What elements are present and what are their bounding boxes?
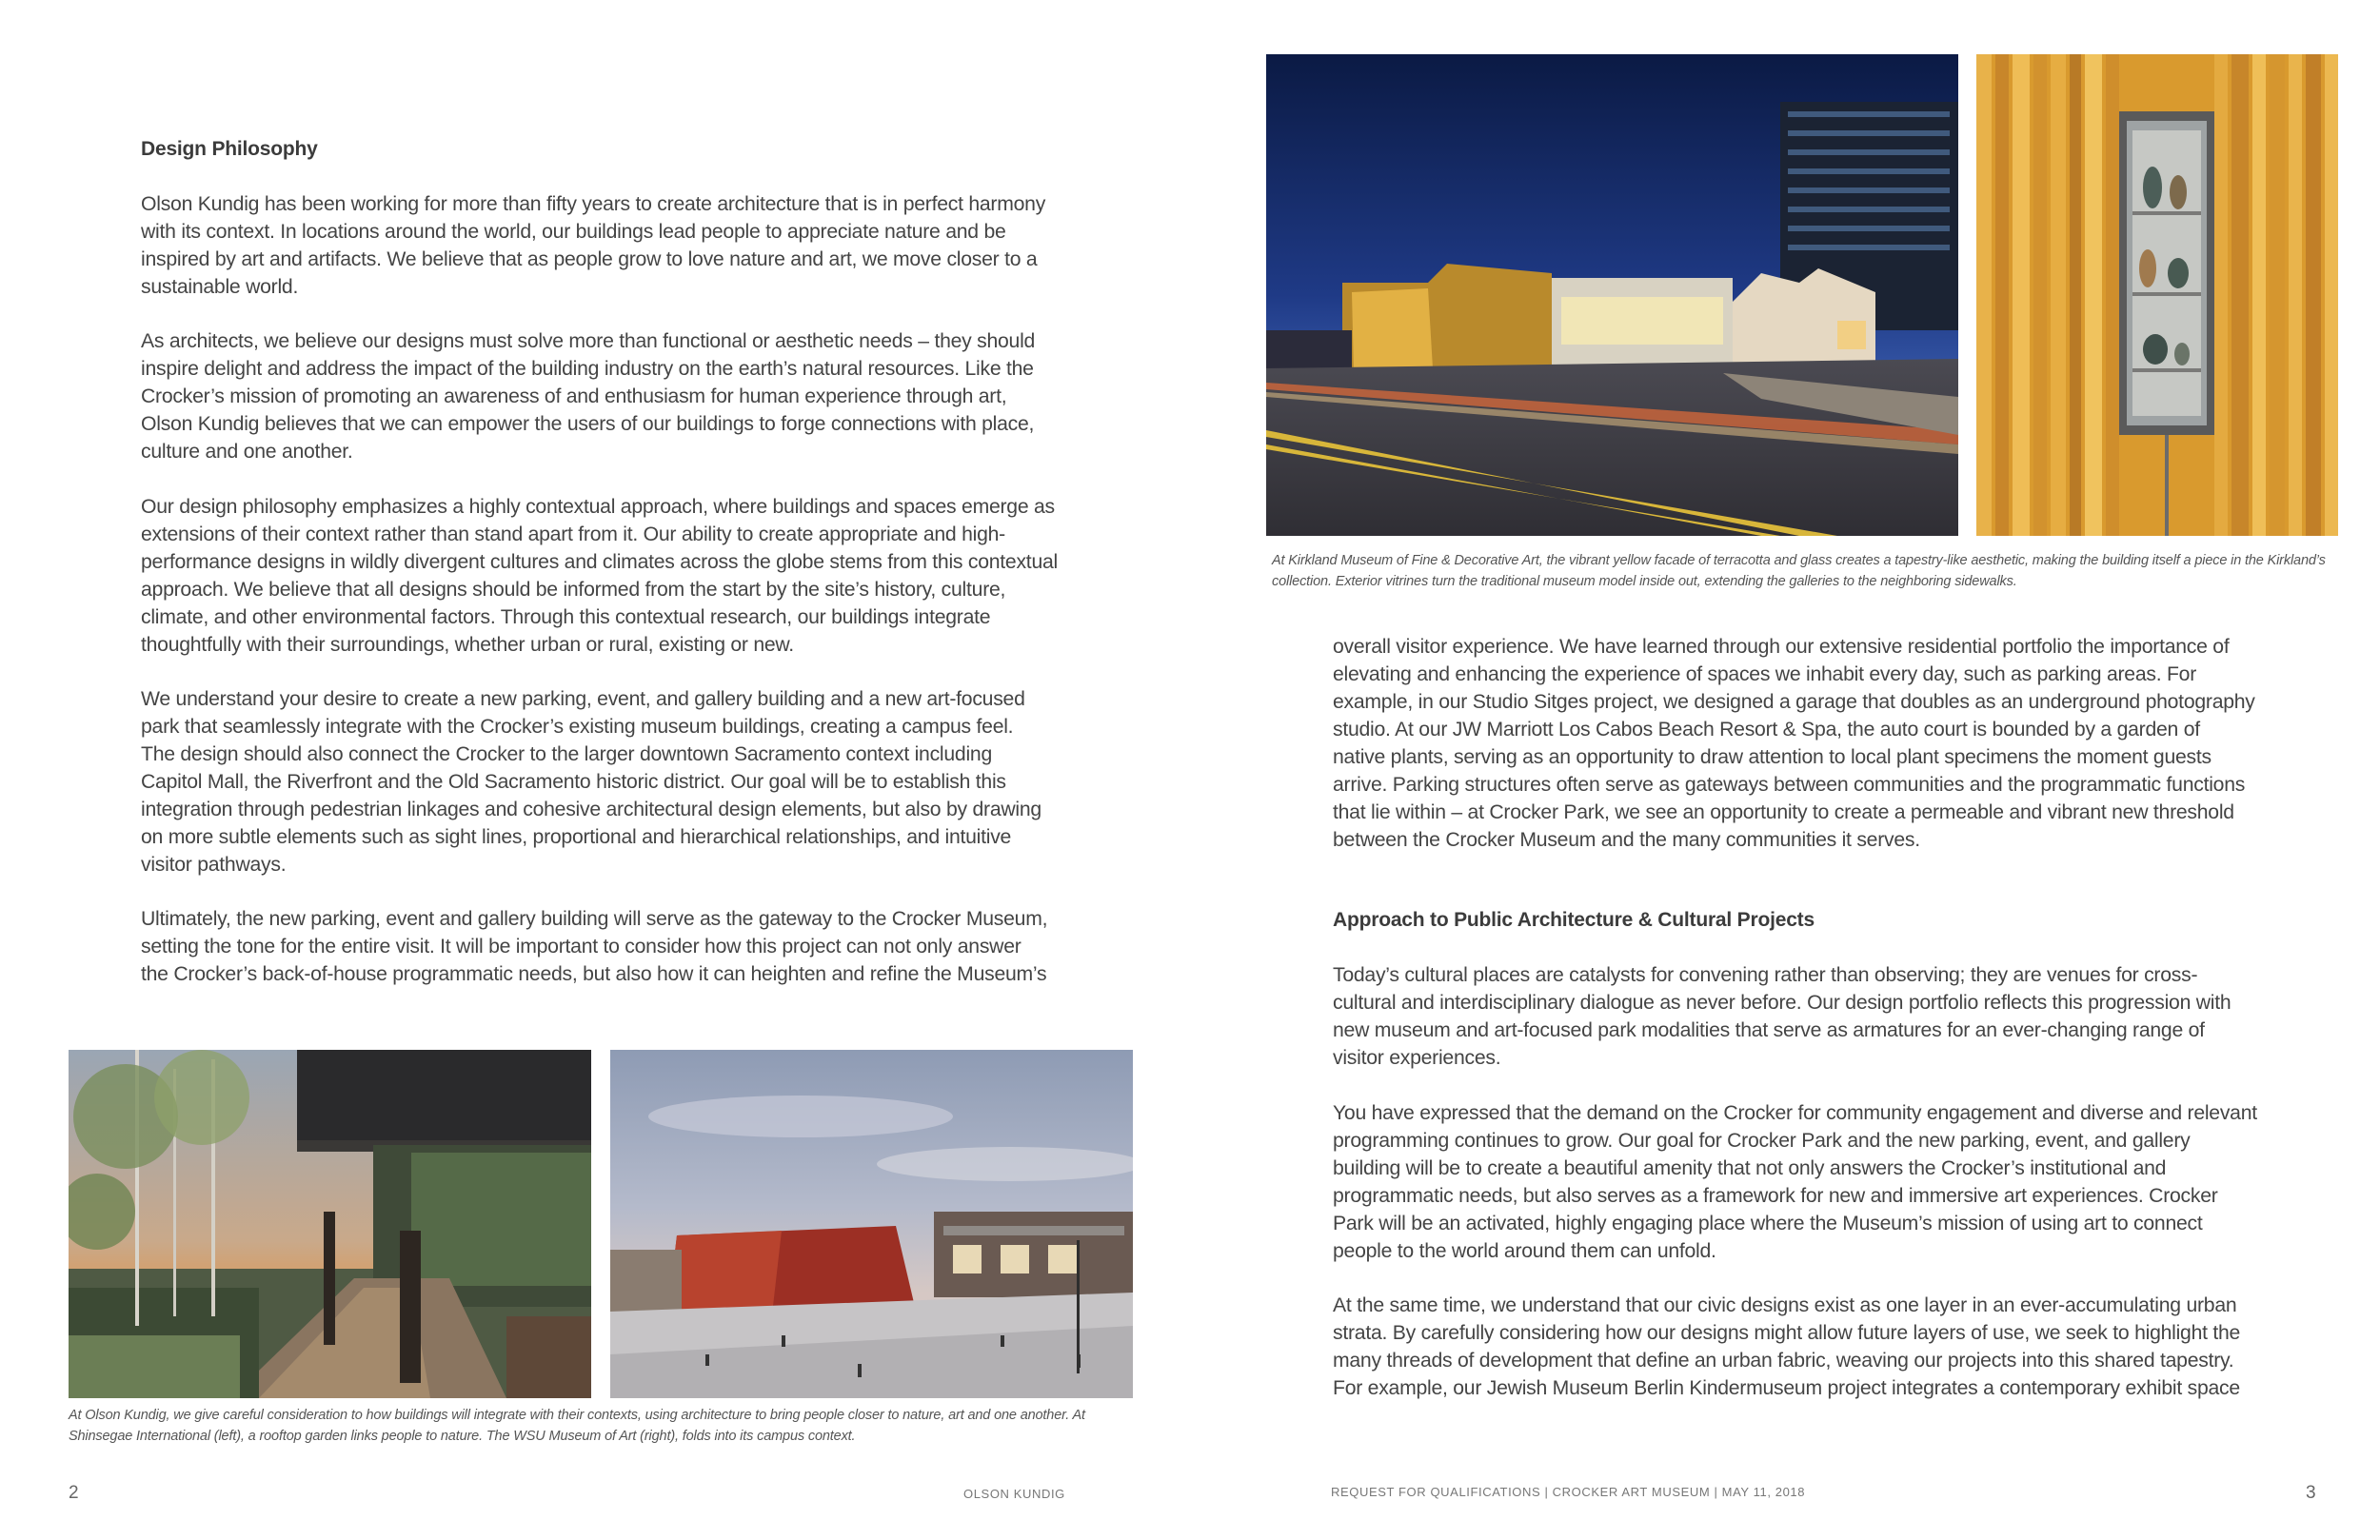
- left-photo-caption: At Olson Kundig, we give careful consideration to how buildings will integrate with their contexts, using architecture to bring people closer to nature, art and one another. At Shinsegae International (left), a rooftop garden links people to nature. The WSU Museum of Art (right), folds into its campus context.: [69, 1408, 1085, 1444]
- kirkland-museum-night-photo: [1266, 54, 1958, 536]
- right-paragraph-2: You have expressed that the demand on the Crocker for community engagement and diverse and relevant programming continues to grow. Our goal for Crocker Park and the new parking, event, and gallery building will be to create a beautiful amenity that not only answers the Crocker’s institutional and programmatic needs, but also serves as a framework for new and immersive art experiences. Crocker Park will be an activated, highly engaging place where the Museum’s mission of using art to connect people to the world around them can unfold.: [1333, 1102, 2257, 1262]
- right-paragraph-3: At the same time, we understand that our civic designs exist as one layer in an ever-accumulating urban strata. By carefully considering how our designs might allow future layers of use, we seek to highlight the many threads of development that define an urban fabric, weaving our projects into this shared tapestry. For example, our Jewish Museum Berlin Kindermuseum project integrates a contemporary exhibit space: [1333, 1294, 2241, 1399]
- page-number-right: 3: [2306, 1483, 2316, 1503]
- footer-firm-name: OLSON KUNDIG: [963, 1487, 1065, 1501]
- yellow-facade-vitrine-photo: [1976, 54, 2338, 536]
- left-paragraph-4: We understand your desire to create a new parking, event, and gallery building and a new art-focused park that seamlessly integrate with the Crocker’s existing museum buildings, creating a campus feel. The design should also connect the Crocker to the larger downtown Sacramento context including Capitol Mall, the Riverfront and the Old Sacramento historic district. Our goal will be to establish this integration through pedestrian linkages and cohesive architectural design elements, but also by drawing on more subtle elements such as sight lines, proportional and hierarchical relationships, and intuitive visitor pathways.: [141, 688, 1041, 876]
- page-number-left: 2: [69, 1483, 79, 1503]
- left-paragraph-2: As architects, we believe our designs must solve more than functional or aesthetic needs – they should inspire delight and address the impact of the building industry on the earth’s natural resources. Like the Crocker’s mission of promoting an awareness of and enthusiasm for human experience through art, Olson Kundig believes that we can empower the users of our buildings to forge connections with place, culture and one another.: [141, 330, 1036, 463]
- left-paragraph-1: Olson Kundig has been working for more than fifty years to create architecture that is in perfect harmony with its context. In locations around the world, our buildings lead people to appreciate nature and be inspired by art and artifacts. We believe that as people grow to love nature and art, we move closer to a sustainable world.: [141, 193, 1046, 298]
- right-continuation-paragraph: overall visitor experience. We have learned through our extensive residential portfolio the importance of elevating and enhancing the experience of spaces we inhabit every day, such as parking areas. For example, in our Studio Sitges project, we designed a garage that doubles as an underground photography studio. At our JW Marriott Los Cabos Beach Resort & Spa, the auto court is bounded by a garden of native plants, serving as an opportunity to draw attention to local plant specimens the moment guests arrive. Parking structures often serve as gateways between communities and the programmatic functions that lie within – at Crocker Park, we see an opportunity to create a permeable and vibrant new threshold between the Crocker Museum and the many communities it serves.: [1333, 636, 2255, 851]
- wsu-museum-photo: [610, 1050, 1133, 1398]
- design-philosophy-heading: Design Philosophy: [141, 138, 318, 160]
- left-paragraph-3: Our design philosophy emphasizes a highly contextual approach, where buildings and spaces emerge as extensions of their context rather than stand apart from it. Our ability to create appropriate and high-performance designs in wildly divergent cultures and climates across the globe stems from this contextual approach. We believe that all designs should be informed from the start by the site’s history, culture, climate, and other environmental factors. Through this contextual research, our buildings integrate thoughtfully with their surroundings, whether urban or rural, existing or new.: [141, 496, 1058, 656]
- footer-rfq-info: REQUEST FOR QUALIFICATIONS | CROCKER ART MUSEUM | MAY 11, 2018: [1331, 1485, 1806, 1499]
- rooftop-garden-photo: [69, 1050, 591, 1398]
- right-photo-caption: At Kirkland Museum of Fine & Decorative Art, the vibrant yellow facade of terracotta and glass creates a tapestry-like aesthetic, making the building itself a piece in the Kirkland’s collection. Exterior vitrines turn the traditional museum model inside out, extending the galleries to the neighboring sidewalks.: [1272, 553, 2326, 589]
- right-paragraph-1: Today’s cultural places are catalysts for convening rather than observing; they are venues for cross-cultural and interdisciplinary dialogue as never before. Our design portfolio reflects this progression with new museum and art-focused park modalities that serve as armatures for an ever-changing range of visitor experiences.: [1333, 964, 2231, 1069]
- left-paragraph-5: Ultimately, the new parking, event and gallery building will serve as the gateway to the Crocker Museum, setting the tone for the entire visit. It will be important to consider how this project can not only answer the Crocker’s back-of-house programmatic needs, but also how it can heighten and refine the Museum’s: [141, 908, 1048, 985]
- right-page: [1190, 0, 2380, 1540]
- public-architecture-heading: Approach to Public Architecture & Cultural Projects: [1333, 909, 1815, 931]
